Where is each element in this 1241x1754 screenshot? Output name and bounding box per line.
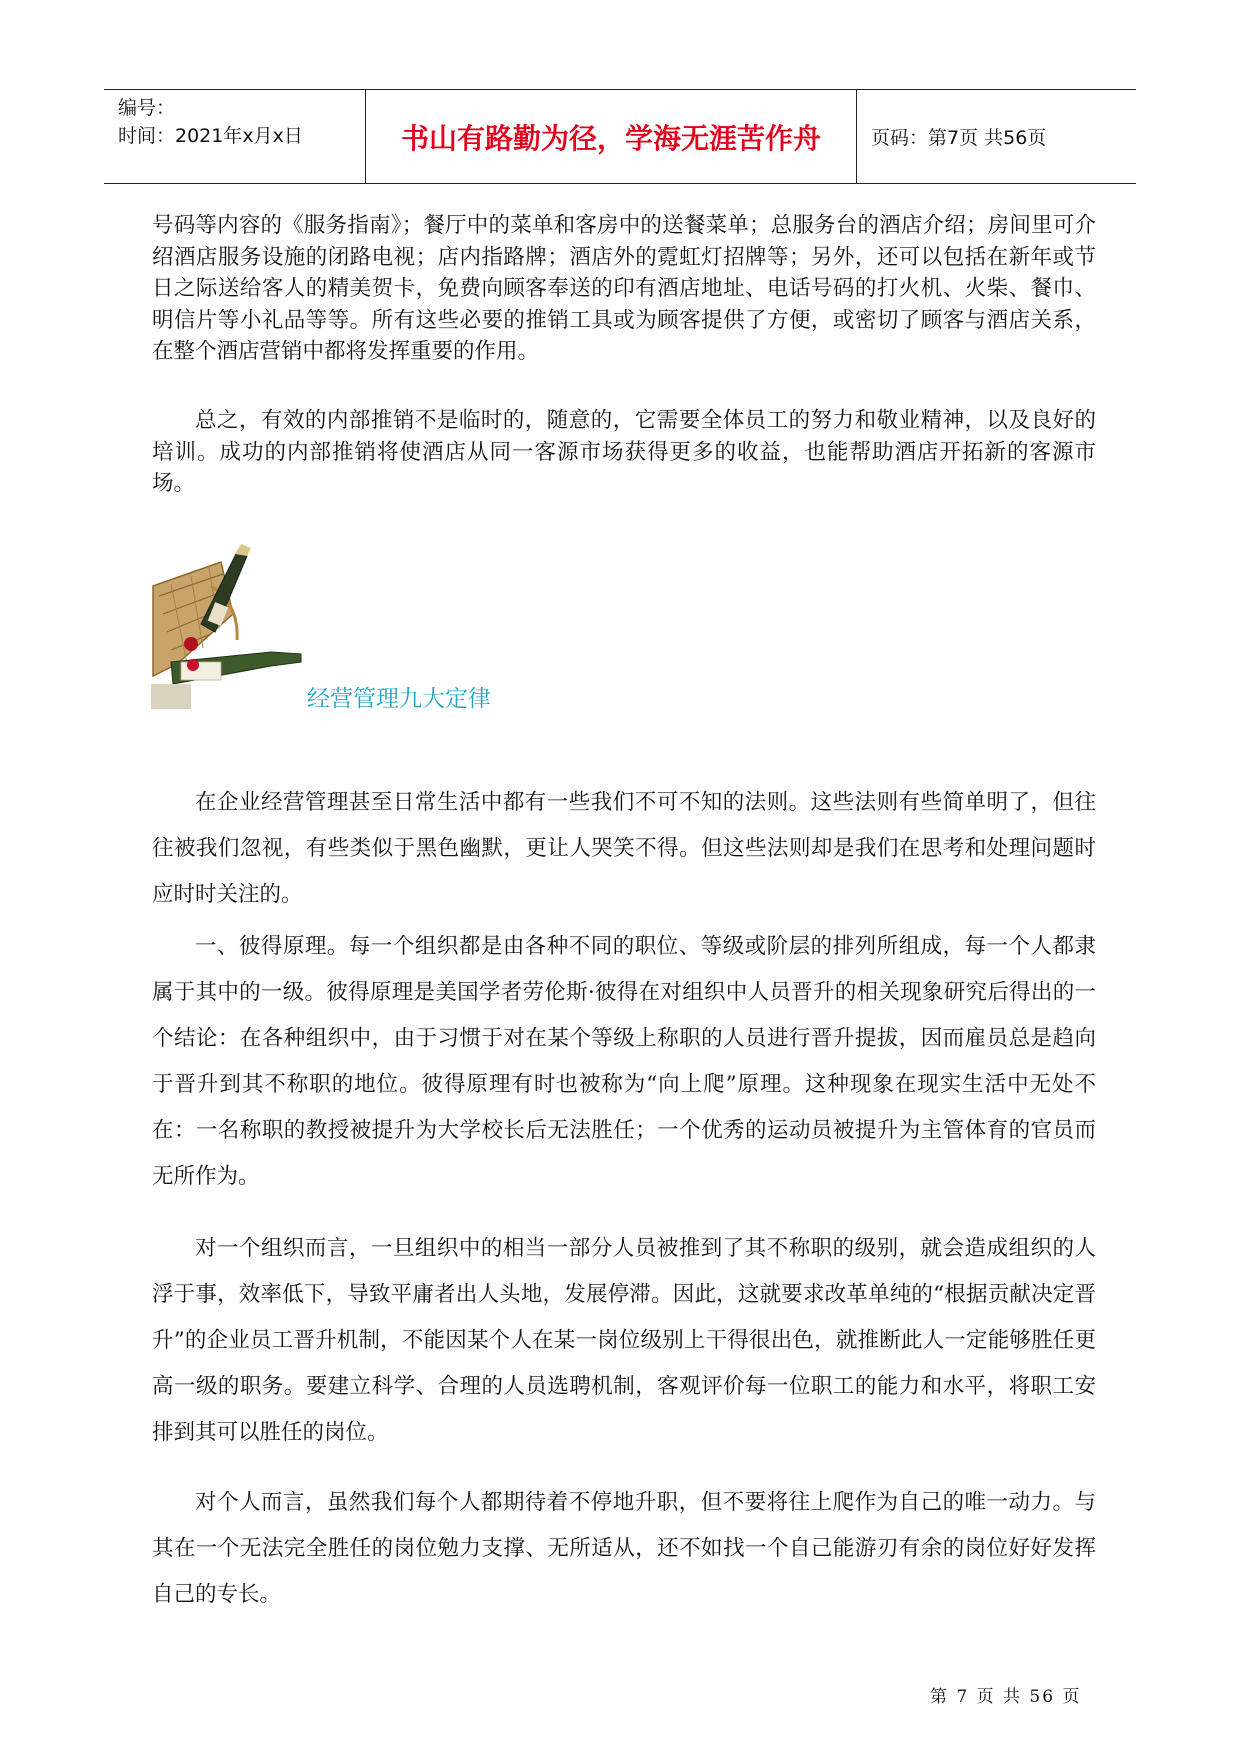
body-paragraph-5: 对一个组织而言，一旦组织中的相当一部分人员被推到了其不称职的级别，就会造成组织的人浮于事，效率低下，导致平庸者出人头地，发展停滞。因此，这就要求改革单纯的“根据贡献决定晋升”的企业员工晋升机制，不能因某个人在某一岗位级别上干得很出色，就推断此人一定能够胜任更高一级的职务。要建立科学、合理的人员选聘机制，客观评价每一位职工的能力和水平，将职工安排到其可以胜任的岗位。 bbox=[152, 1236, 1096, 1445]
page-footer: 第 7 页 共 56 页 bbox=[930, 1687, 1082, 1707]
body-paragraph-4: 一、彼得原理。每一个组织都是由各种不同的职位、等级或阶层的排列所组成，每一个人都隶属于其中的一级。彼得原理是美国学者劳伦斯·彼得在对组织中人员晋升的相关现象研究后得出的一个结论：在各种组织中，由于习惯于对在某个等级上称职的人员进行晋升提拔，因而雇员总是趋向于晋升到其不称职的地位。彼得原理有时也被称为“向上爬”原理。这种现象在现实生活中无处不在：一名称职的教授被提升为大学校长后无法胜任；一个优秀的运动员被提升为主管体育的官员而无所作为。 bbox=[152, 934, 1096, 1189]
body-paragraph-1: 号码等内容的《服务指南》；餐厅中的菜单和客房中的送餐菜单；总服务台的酒店介绍；房间里可介绍酒店服务设施的闭路电视；店内指路牌；酒店外的霓虹灯招牌等；另外，还可以包括在新年或节日之际送给客人的精美贺卡，免费向顾客奉送的印有酒店地址、电话号码的打火机、火柴、餐巾、明信片等小礼品等等。所有这些必要的推销工具或为顾客提供了方便，或密切了顾客与酒店关系，在整个酒店营销中都将发挥重要的作用。 bbox=[152, 213, 1096, 364]
header-motto: 书山有路勤为径，学海无涯苦作舟 bbox=[366, 90, 857, 183]
section-title: 经营管理九大定律 bbox=[307, 686, 491, 712]
page-header bbox=[104, 89, 1136, 184]
document-number-label: 编号： bbox=[118, 97, 176, 119]
wine-bottles-basket-icon bbox=[151, 544, 306, 709]
body-paragraph-6: 对个人而言，虽然我们每个人都期待着不停地升职，但不要将往上爬作为自己的唯一动力。与其在一个无法完全胜任的岗位勉力支撑、无所适从，还不如找一个自己能游刃有余的岗位好好发挥自己的专长。 bbox=[152, 1490, 1096, 1607]
body-paragraph-2: 总之，有效的内部推销不是临时的，随意的，它需要全体员工的努力和敬业精神，以及良好的培训。成功的内部推销将使酒店从同一客源市场获得更多的收益，也能帮助酒店开拓新的客源市场。 bbox=[152, 408, 1096, 496]
body-paragraph-3: 在企业经营管理甚至日常生活中都有一些我们不可不知的法则。这些法则有些简单明了，但往往被我们忽视，有些类似于黑色幽默，更让人哭笑不得。但这些法则却是我们在思考和处理问题时应时时关注的。 bbox=[152, 790, 1096, 907]
header-page-code: 页码：第7页 共56页 bbox=[871, 127, 1047, 149]
header-meta bbox=[104, 90, 366, 183]
document-time-label: 时间：2021年x月x日 bbox=[118, 125, 303, 147]
